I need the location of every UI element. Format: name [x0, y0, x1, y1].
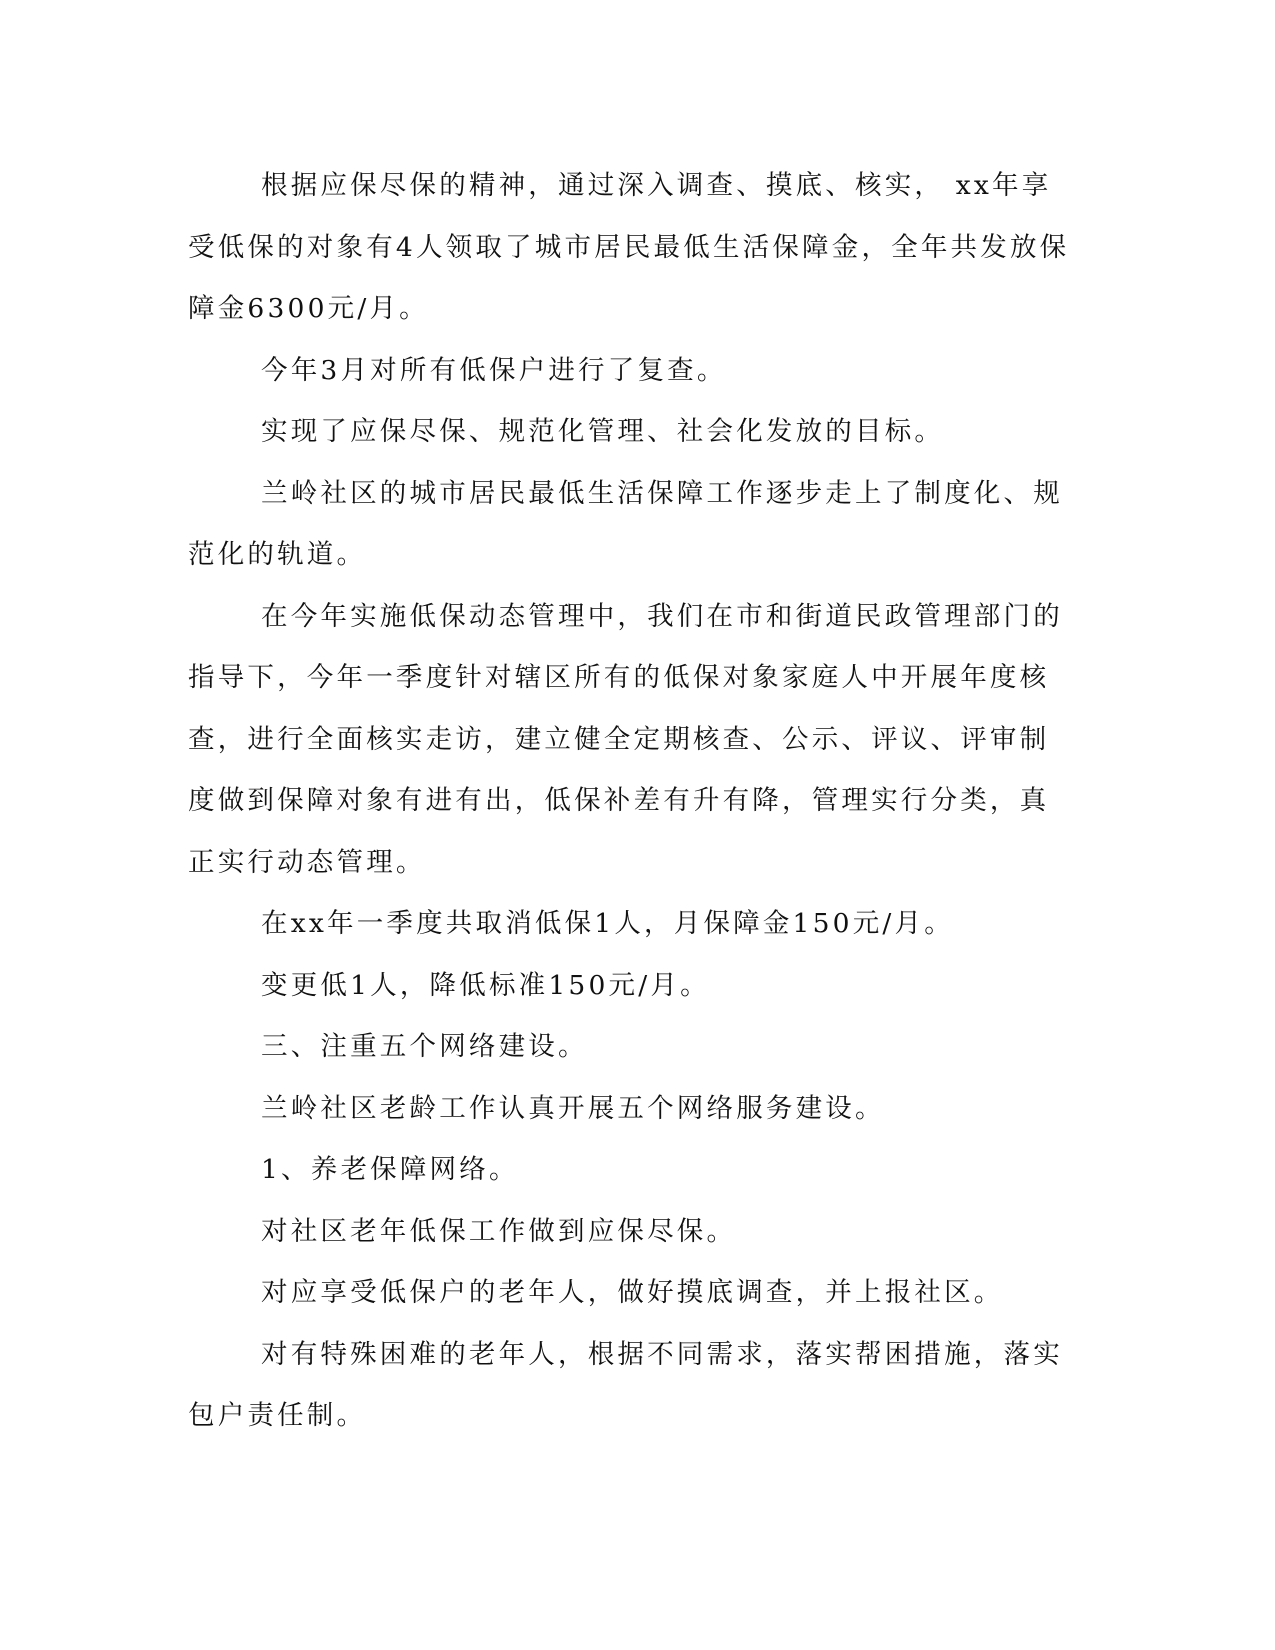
paragraph-2: 今年3月对所有低保户进行了复查。 [261, 354, 727, 386]
paragraph-1: 根据应保尽保的精神，通过深入调查、摸底、核实， xx年享受低保的对象有4人领取了城市居民最低生活保障金，全年共发放保障金6300元/月。 [188, 170, 1070, 324]
subsection-heading-1: 1、养老保障网络。 [261, 1154, 519, 1185]
paragraph-13: 对有特殊困难的老年人，根据不同需求，落实帮困措施，落实包户责任制。 [188, 1338, 1063, 1431]
section-heading-3: 三、注重五个网络建设。 [261, 1031, 588, 1062]
document-body [188, 155, 1078, 1447]
paragraph-12: 对应享受低保户的老年人，做好摸底调查，并上报社区。 [261, 1277, 1004, 1308]
paragraph-7: 变更低1人，降低标准150元/月。 [261, 969, 710, 1001]
paragraph-5: 在今年实施低保动态管理中，我们在市和街道民政管理部门的指导下，今年一季度针对辖区所有的低保对象家庭人中开展年度核查，进行全面核实走访，建立健全定期核查、公示、评议、评审制度做到保障对象有进有出，低保补差有升有降，管理实行分类，真正实行动态管理。 [188, 600, 1063, 878]
paragraph-11: 对社区老年低保工作做到应保尽保。 [261, 1215, 737, 1247]
paragraph-6: 在xx年一季度共取消低保1人，月保障金150元/月。 [261, 908, 954, 939]
paragraph-4: 兰岭社区的城市居民最低生活保障工作逐步走上了制度化、规范化的轨道。 [188, 477, 1063, 570]
paragraph-3: 实现了应保尽保、规范化管理、社会化发放的目标。 [261, 416, 945, 447]
paragraph-9: 兰岭社区老龄工作认真开展五个网络服务建设。 [261, 1092, 885, 1124]
